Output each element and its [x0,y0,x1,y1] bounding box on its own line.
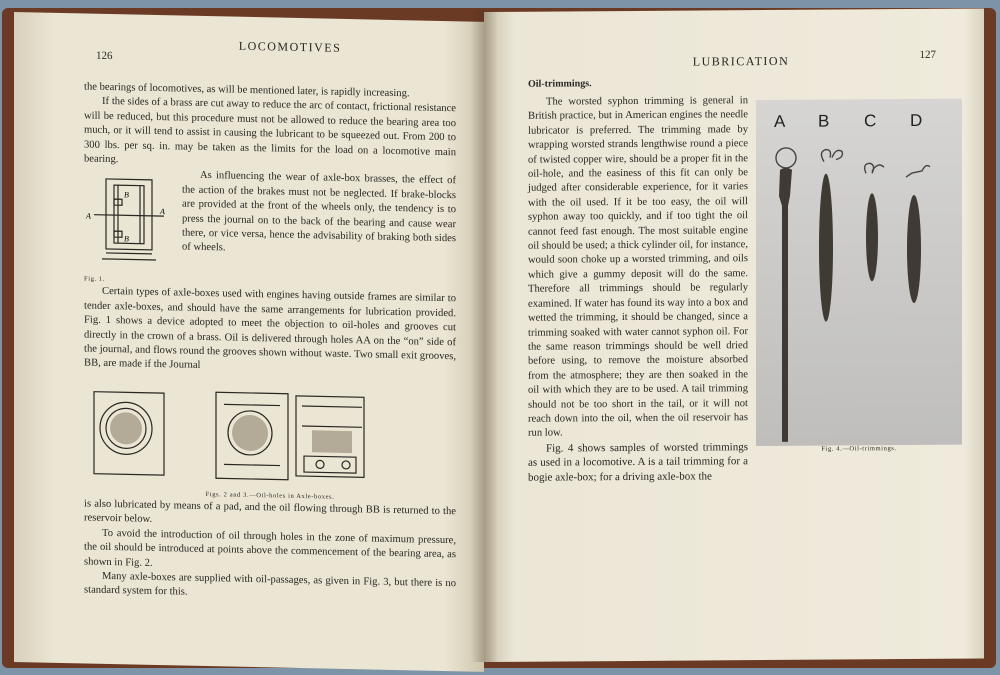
photo-letter-c: C [864,111,877,131]
fig-4-caption: Fig. 4.—Oil-trimmings. [821,445,897,453]
fig-1-label-a-right: A [160,207,165,217]
left-page-number: 126 [96,49,113,63]
left-paragraph-5: is also lubricated by means of a pad, and the oil flowing through BB is returned to the reservoir below. [84,498,456,526]
section-heading: Oil-trimmings. [528,78,592,90]
right-page [484,9,984,662]
photo-letter-a: A [774,111,786,131]
right-running-head: LUBRICATION [692,53,790,69]
figs-2-3-drawing [84,381,454,489]
fig-1 [84,169,174,285]
photo-letter-b: B [818,111,830,131]
right-page-number: 127 [919,48,936,61]
left-paragraph-2: If the sides of a brass are cut away to reduce the arc of contact, frictional resistance will be reduced, but this procedure must not be allowed to reduce the bearing area too much, or it will tend to assist in causing the lubricant to be squeezed out. From 200 to 300 lbs. per sq. in. may be taken as the limits for the load on a locomotive main bearing. [84,96,456,166]
photo-letter-d: D [910,110,923,131]
left-page [14,12,484,672]
fig-1-drawing [84,169,174,271]
fig-1-label-b-top: B [124,190,129,200]
right-paragraph-2: Fig. 4 shows samples of worsted trimmings as used in a locomotive. A is a tail trimming for a bogie axle-box; for a driving axle-box the [528,440,748,484]
fig-4-photo [756,99,962,446]
fig-1-caption: Fig. 1. [84,275,105,284]
left-paragraph-3: As influencing the wear of axle-box brasses, the effect of the action of the brakes must not be neglected. If brake-blocks are provided at the front of the wheels only, the tendency is to press the journal on to the back of the bearing and cause wear there, or vice versa, hence the advisability of braking both sides of wheels. [182,170,456,254]
left-paragraph-7: Many axle-boxes are supplied with oil-passages, as given in Fig. 3, but there is no standard system for this. [84,570,456,598]
left-paragraph-6: To avoid the introduction of oil through holes in the zone of maximum pressure, the oil should be introduced at points above the commencement of the bearing area, as shown in Fig. 2. [84,527,456,569]
figs-2-3-caption: Figs. 2 and 3.—Oil-holes in Axle-boxes. [205,490,335,501]
left-paragraph-1: the bearings of locomotives, as will be mentioned later, is rapidly increasing. [84,81,410,100]
left-paragraph-4: Certain types of axle-boxes used with engines having outside frames are similar to tender axle-boxes, and should have the same arrangements for lubrication provided. Fig. 1 shows a device adopted to meet the objection to oil-holes and grooves cut directly in the crown of a brass. Oil is delivered through holes AA on the “on” side of the journal, and flows round the grooves shown without waste. Two small exit grooves, BB, are made if the Journal [84,286,456,372]
left-running-head: LOCOMOTIVES [238,38,342,55]
figs-2-3 [84,381,456,499]
book-gutter [470,10,498,662]
trimmings-drawing [756,99,962,446]
fig-1-label-b-bottom: B [124,234,129,244]
right-paragraph-1: The worsted syphon trimming is general in British practice, but in American engines the needle lubricator is preferred. The trimming made by wrapping worsted strands lengthwise round a piece of twisted copper wire, should be a proper fit in the oil-hole, and the easiness of this fit can only be judged after considerable experience, for it varies with the oil used. If it be too easy, the oil will syphon away too quickly, and if too tight the oil cannot feed fast enough. The most suitable engine oil should be used; a thick cylinder oil, for instance, would soon choke up a worsted trimming, and oils which give a gummy deposit will do the same. Therefore all trimmings should be regularly examined. If water has found its way into a box and wetted the trimming, it should be changed, since a trimming soaked with water cannot syphon oil. For the same reason trimmings should be well dried before using, to remove the moisture absorbed from the atmosphere; they are then soaked in the oil with which they are to be used. A tail trimming should not be too short in the tail, or it will not reach down into the oil, when the oil reservoir has run low. [528,95,748,440]
fig-1-label-a-left: A [86,211,91,222]
